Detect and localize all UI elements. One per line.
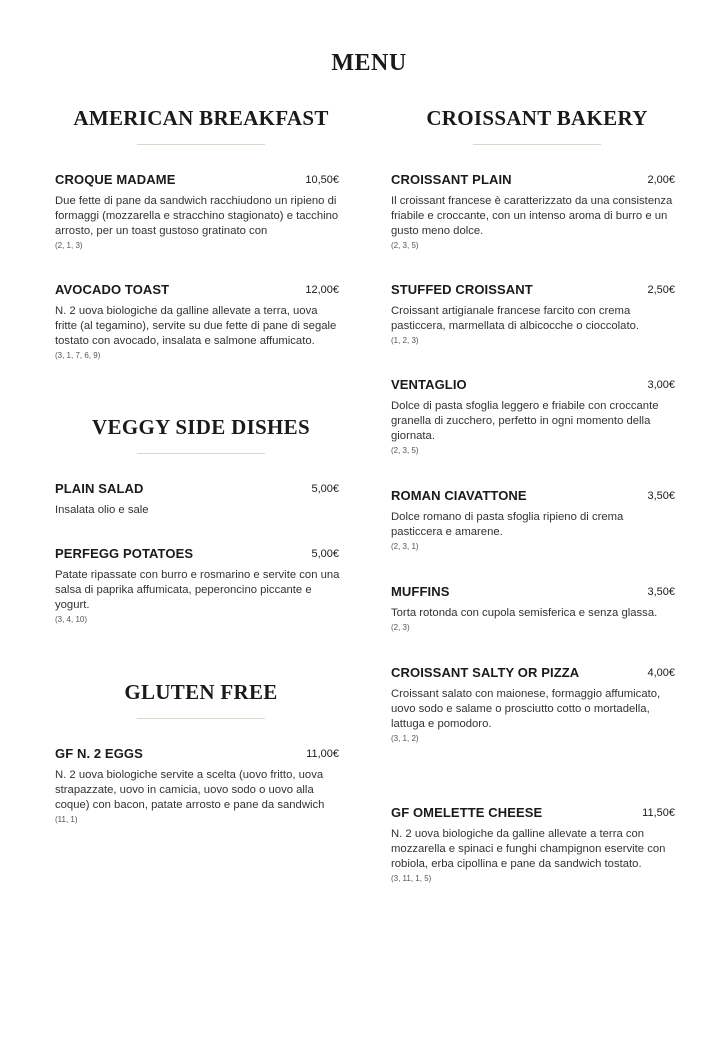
item-name: MUFFINS — [391, 584, 450, 599]
item-name: ROMAN CIAVATTONE — [391, 488, 527, 503]
item-price: 11,00€ — [306, 748, 339, 760]
item-price: 4,00€ — [647, 667, 675, 679]
item-price: 2,50€ — [647, 284, 675, 296]
section-divider — [137, 453, 265, 454]
item-price: 10,50€ — [305, 174, 339, 186]
item-price: 12,00€ — [305, 284, 339, 296]
item-description: Due fette di pane da sandwich racchiudono un ripieno di formaggi (mozzarella e stracchino stagionato) e tacchino arrosto, per un toast gustoso gratinato con — [55, 195, 339, 237]
item-name: PLAIN SALAD — [55, 481, 144, 496]
item-name: CROISSANT SALTY OR PIZZA — [391, 665, 580, 680]
item-description: Insalata olio e sale — [55, 504, 149, 516]
section-divider — [137, 144, 265, 145]
item-allergens: (2, 1, 3) — [55, 241, 83, 250]
section-title-gluten-free: GLUTEN FREE — [124, 680, 278, 704]
item-price: 3,50€ — [647, 586, 675, 598]
page-title: MENU — [331, 50, 407, 76]
item-name: GF OMELETTE CHEESE — [391, 805, 543, 820]
item-allergens: (3, 1, 2) — [391, 734, 419, 743]
section-title-veggy-side-dishes: VEGGY SIDE DISHES — [92, 415, 310, 439]
item-allergens: (3, 4, 10) — [55, 615, 88, 624]
item-description: Dolce romano di pasta sfoglia ripieno di crema pasticcera e amarene. — [391, 511, 624, 538]
section-divider — [473, 144, 601, 145]
menu-item — [391, 805, 675, 884]
menu-item — [391, 377, 675, 456]
section-title-croissant-bakery: CROISSANT BAKERY — [426, 106, 648, 130]
item-allergens: (3, 11, 1, 5) — [391, 874, 432, 883]
item-name: CROQUE MADAME — [55, 172, 176, 187]
item-allergens: (11, 1) — [55, 815, 78, 824]
item-name: PERFEGG POTATOES — [55, 546, 194, 561]
item-name: AVOCADO TOAST — [55, 282, 170, 297]
menu-item — [55, 481, 339, 518]
item-price: 2,00€ — [647, 174, 675, 186]
section-title-american-breakfast: AMERICAN BREAKFAST — [73, 106, 329, 130]
menu-item — [391, 488, 675, 552]
item-price: 5,00€ — [311, 483, 339, 495]
menu-item — [55, 172, 339, 251]
item-allergens: (2, 3, 1) — [391, 542, 419, 551]
item-allergens: (2, 3, 5) — [391, 446, 419, 455]
item-description: N. 2 uova biologiche da galline allevate a terra, uova fritte (al tegamino), servite su due fette di pane di segale tostato con avocado, insalata e salmone affumicato. — [55, 305, 337, 347]
item-allergens: (2, 3) — [391, 623, 410, 632]
item-description: Dolce di pasta sfoglia leggero e friabile con croccante granella di zucchero, perfetto in ogni momento della giornata. — [391, 400, 659, 442]
item-description: Croissant artigianale francese farcito con crema pasticcera, marmellata di albicocche o cioccolato. — [391, 305, 640, 332]
item-allergens: (1, 2, 3) — [391, 336, 419, 345]
menu-item — [391, 665, 675, 744]
item-name: STUFFED CROISSANT — [391, 282, 533, 297]
item-name: VENTAGLIO — [391, 377, 467, 392]
item-price: 5,00€ — [311, 548, 339, 560]
item-name: GF N. 2 EGGS — [55, 746, 143, 761]
item-description: N. 2 uova biologiche da galline allevate a terra con mozzarella e spinaci e funghi champignon eservite con robiola, erba cipollina e pane da sandwich tostato. — [391, 828, 666, 870]
item-price: 3,50€ — [647, 490, 675, 502]
item-price: 11,50€ — [642, 807, 675, 819]
item-description: Il croissant francese è caratterizzato da una consistenza friabile e croccante, con un intenso aroma di burro e un gusto meno dolce. — [391, 195, 673, 237]
menu-item — [391, 282, 675, 346]
item-description: Croissant salato con maionese, formaggio affumicato, uovo sodo e salame o prosciutto cotto o mortadella, lattuga e pomodoro. — [391, 688, 661, 730]
menu-item — [391, 584, 675, 633]
menu-item — [55, 546, 347, 625]
menu-item — [55, 746, 339, 825]
item-allergens: (2, 3, 5) — [391, 241, 419, 250]
item-allergens: (3, 1, 7, 6, 9) — [55, 351, 101, 360]
item-name: CROISSANT PLAIN — [391, 172, 512, 187]
menu-item — [55, 282, 339, 361]
menu-item — [391, 172, 675, 251]
item-description: N. 2 uova biologiche servite a scelta (uovo fritto, uova strapazzate, uovo in camicia, uovo sodo o uovo alla coque) con bacon, patate arrosto e pane da sandwich — [55, 769, 325, 811]
item-description: Patate ripassate con burro e rosmarino e servite con una salsa di paprika affumicata, peperoncino piccante e yogurt. — [55, 569, 340, 611]
item-description: Torta rotonda con cupola semisferica e senza glassa. — [391, 607, 658, 619]
item-price: 3,00€ — [647, 379, 675, 391]
section-divider — [137, 718, 265, 719]
